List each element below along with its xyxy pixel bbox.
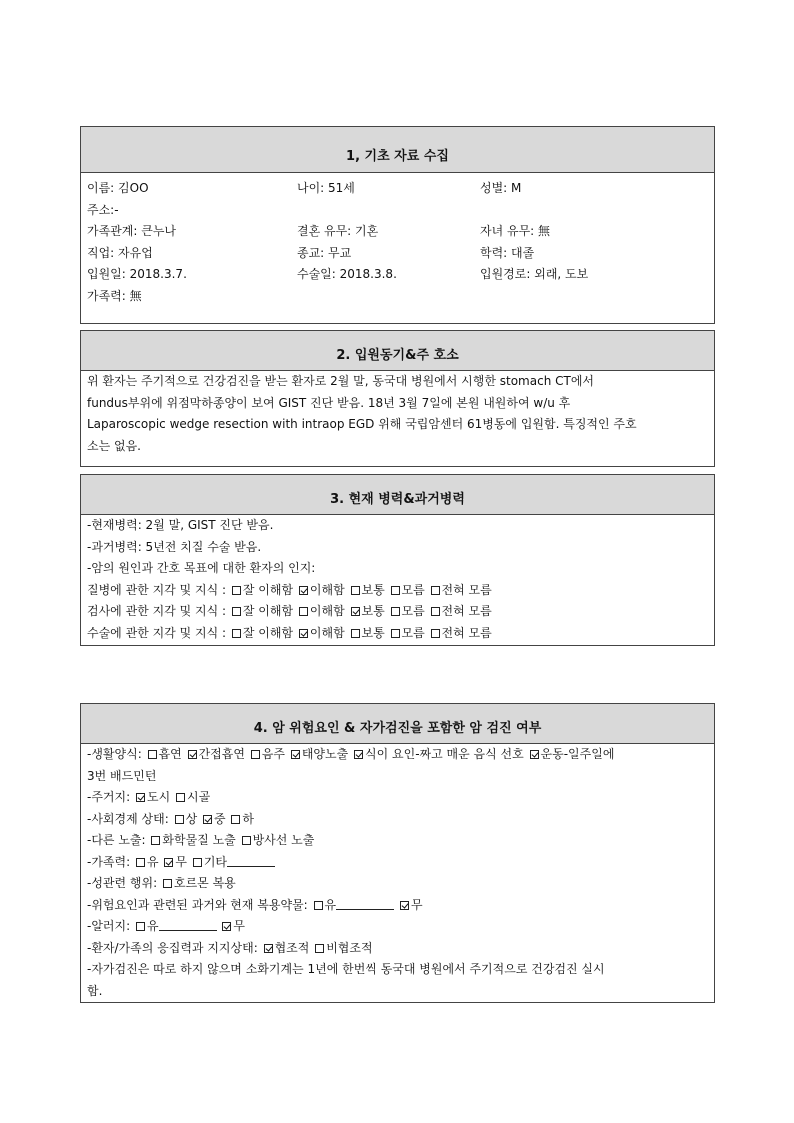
awareness-disease-row xyxy=(87,580,708,602)
checkbox-checked[interactable] xyxy=(188,750,197,759)
current-history: -현재병력: 2월 말, GIST 진단 받음. xyxy=(87,518,274,532)
checkbox[interactable] xyxy=(163,879,172,888)
checkbox-checked[interactable] xyxy=(291,750,300,759)
section-title: 3. 현재 병력&과거병력 xyxy=(81,475,714,515)
section-title: 4. 암 위험요인 & 자가검진을 포함한 암 검진 여부 xyxy=(81,704,714,744)
checkbox[interactable] xyxy=(232,586,241,595)
checkbox[interactable] xyxy=(176,793,185,802)
row-label: -사회경제 상태: xyxy=(87,811,169,826)
checkbox-checked[interactable] xyxy=(222,922,231,931)
option-label: 중 xyxy=(214,811,226,826)
row-label: -환자/가족의 응집력과 지지상태: xyxy=(87,940,258,955)
ses-row xyxy=(87,809,708,831)
awareness-label: -암의 원인과 간호 목표에 대한 환자의 인지: xyxy=(87,561,316,575)
option-label: 유 xyxy=(324,897,337,912)
option-label: 흡연 xyxy=(158,747,182,761)
field-name: 이름: 김OO xyxy=(87,181,149,195)
row-label: -생활양식: xyxy=(87,747,142,761)
option-label: 이해함 xyxy=(309,604,345,618)
field-married: 결혼 유무: 기혼 xyxy=(297,224,379,238)
option-label: 전혀 모름 xyxy=(441,625,492,640)
checkbox-checked[interactable] xyxy=(164,858,173,867)
checkbox-checked[interactable] xyxy=(400,901,409,910)
checkbox-checked[interactable] xyxy=(299,586,308,595)
field-family-history: 가족력: 無 xyxy=(87,288,142,303)
option-label: 전혀 모름 xyxy=(441,604,492,618)
option-label: 비협조적 xyxy=(326,940,373,955)
paragraph-line: fundus부위에 위점막하종양이 보여 GIST 진단 받음. 18년 3월 7일에 본원 내원하여 w/u 후 xyxy=(87,395,571,410)
option-label: 식이 요인-짜고 매운 음식 선호 xyxy=(365,747,524,761)
awareness-test-row xyxy=(87,601,708,623)
field-children: 자녀 유무: 無 xyxy=(480,224,551,238)
checkbox-checked[interactable] xyxy=(203,815,212,824)
row-label: -다른 노출: xyxy=(87,833,146,847)
section-title: 2. 입원동기&주 호소 xyxy=(81,331,714,371)
option-label: 상 xyxy=(185,811,198,826)
sexual-row xyxy=(87,873,708,895)
option-label: 협조적 xyxy=(274,940,310,955)
row-label: -가족력: xyxy=(87,854,131,869)
self-exam-line: 함. xyxy=(87,983,103,998)
question-label: 수술에 관한 지각 및 지식 : xyxy=(87,625,227,640)
residence-row xyxy=(87,787,708,809)
field-age: 나이: 51세 xyxy=(297,181,355,195)
checkbox[interactable] xyxy=(391,586,400,595)
option-label: 보통 xyxy=(361,582,385,597)
section-title: 1, 기초 자료 수집 xyxy=(81,127,714,173)
checkbox[interactable] xyxy=(315,944,324,953)
field-admit-date: 입원일: 2018.3.7. xyxy=(87,267,187,281)
checkbox[interactable] xyxy=(391,629,400,638)
lifestyle-row xyxy=(87,744,708,766)
field-sex: 성별: M xyxy=(480,181,522,195)
checkbox[interactable] xyxy=(136,922,145,931)
option-label: 모름 xyxy=(401,625,425,640)
option-label: 음주 xyxy=(261,747,285,761)
checkbox[interactable] xyxy=(314,901,323,910)
option-label: 잘 이해함 xyxy=(242,625,294,640)
option-label: 시골 xyxy=(187,790,211,804)
section-admission-reason xyxy=(80,330,715,467)
section-medical-history xyxy=(80,474,715,646)
field-religion: 종교: 무교 xyxy=(297,245,352,260)
option-label: 태양노출 xyxy=(301,747,349,761)
option-label: 하 xyxy=(242,811,255,826)
option-label: 무 xyxy=(175,854,187,869)
checkbox[interactable] xyxy=(148,750,157,759)
option-label: 도시 xyxy=(146,790,171,804)
checkbox-checked[interactable] xyxy=(530,750,539,759)
checkbox[interactable] xyxy=(351,629,360,638)
checkbox[interactable] xyxy=(431,607,440,616)
row-label: -주거지: xyxy=(87,790,131,804)
option-label: 모름 xyxy=(401,582,425,597)
option-label: 이해함 xyxy=(309,625,345,640)
checkbox[interactable] xyxy=(251,750,260,759)
option-label: 화학물질 노출 xyxy=(162,833,236,847)
field-job: 직업: 자유업 xyxy=(87,245,153,260)
option-label: 잘 이해함 xyxy=(242,582,294,597)
question-label: 검사에 관한 지각 및 지식 : xyxy=(87,604,227,618)
option-label: 전혀 모름 xyxy=(441,582,492,597)
section-cancer-risk xyxy=(80,703,715,1003)
option-label: 간접흡연 xyxy=(198,747,245,761)
paragraph-line: 소는 없음. xyxy=(87,438,141,453)
checkbox[interactable] xyxy=(351,586,360,595)
row-label: -알러지: xyxy=(87,919,131,933)
checkbox[interactable] xyxy=(151,836,160,845)
checkbox-checked[interactable] xyxy=(351,607,360,616)
checkbox-checked[interactable] xyxy=(136,793,145,802)
field-education: 학력: 대졸 xyxy=(480,245,535,260)
checkbox[interactable] xyxy=(231,815,240,824)
option-label: 기타 xyxy=(203,854,228,869)
checkbox[interactable] xyxy=(431,629,440,638)
paragraph-line: Laparoscopic wedge resection with intraop EGD 위해 국립암센터 61병동에 입원함. 특징적인 주호 xyxy=(87,417,637,431)
row-label: -위험요인과 관련된 과거와 현재 복용약물: xyxy=(87,897,308,912)
checkbox[interactable] xyxy=(232,607,241,616)
field-admit-route: 입원경로: 외래, 도보 xyxy=(480,267,589,281)
checkbox-checked[interactable] xyxy=(299,629,308,638)
checkbox[interactable] xyxy=(193,858,202,867)
option-label: 모름 xyxy=(401,604,425,618)
allergy-row xyxy=(87,916,708,938)
field-address: 주소:- xyxy=(87,202,119,217)
field-family: 가족관계: 큰누나 xyxy=(87,224,177,238)
option-label: 이해함 xyxy=(309,582,345,597)
checkbox[interactable] xyxy=(175,815,184,824)
option-label: 보통 xyxy=(361,604,385,618)
checkbox-checked[interactable] xyxy=(354,750,363,759)
self-exam-line: -자가검진은 따로 하지 않으며 소화기계는 1년에 한번씩 동국대 병원에서 주기적으로 건강검진 실시 xyxy=(87,962,605,976)
lifestyle-cont: 3번 배드민턴 xyxy=(87,768,157,783)
coping-row xyxy=(87,938,708,960)
checkbox[interactable] xyxy=(431,586,440,595)
option-label: 보통 xyxy=(361,625,385,640)
option-label: 방사선 노출 xyxy=(252,833,315,847)
awareness-surgery-row xyxy=(87,623,708,645)
blank-field[interactable] xyxy=(336,898,394,910)
checkbox[interactable] xyxy=(136,858,145,867)
option-label: 운동-일주일에 xyxy=(540,747,615,761)
section-basic-info xyxy=(80,126,715,324)
blank-field[interactable] xyxy=(159,919,217,931)
option-label: 유 xyxy=(146,919,159,933)
medication-row xyxy=(87,895,708,917)
option-label: 무 xyxy=(233,919,245,933)
checkbox[interactable] xyxy=(391,607,400,616)
checkbox[interactable] xyxy=(242,836,251,845)
question-label: 질병에 관한 지각 및 지식 : xyxy=(87,582,227,597)
checkbox[interactable] xyxy=(299,607,308,616)
field-surgery-date: 수술일: 2018.3.8. xyxy=(297,267,397,281)
option-label: 무 xyxy=(410,897,423,912)
checkbox-checked[interactable] xyxy=(264,944,273,953)
option-label: 잘 이해함 xyxy=(242,604,294,618)
exposure-row xyxy=(87,830,708,852)
blank-field[interactable] xyxy=(227,855,275,867)
past-history: -과거병력: 5년전 치질 수술 받음. xyxy=(87,539,262,554)
row-label: -성관련 행위: xyxy=(87,876,158,890)
option-label: 유 xyxy=(146,854,159,869)
option-label: 호르몬 복용 xyxy=(173,876,236,890)
paragraph-line: 위 환자는 주기적으로 건강검진을 받는 환자로 2월 말, 동국대 병원에서 시행한 stomach CT에서 xyxy=(87,374,595,388)
family-history-row xyxy=(87,852,708,874)
checkbox[interactable] xyxy=(232,629,241,638)
